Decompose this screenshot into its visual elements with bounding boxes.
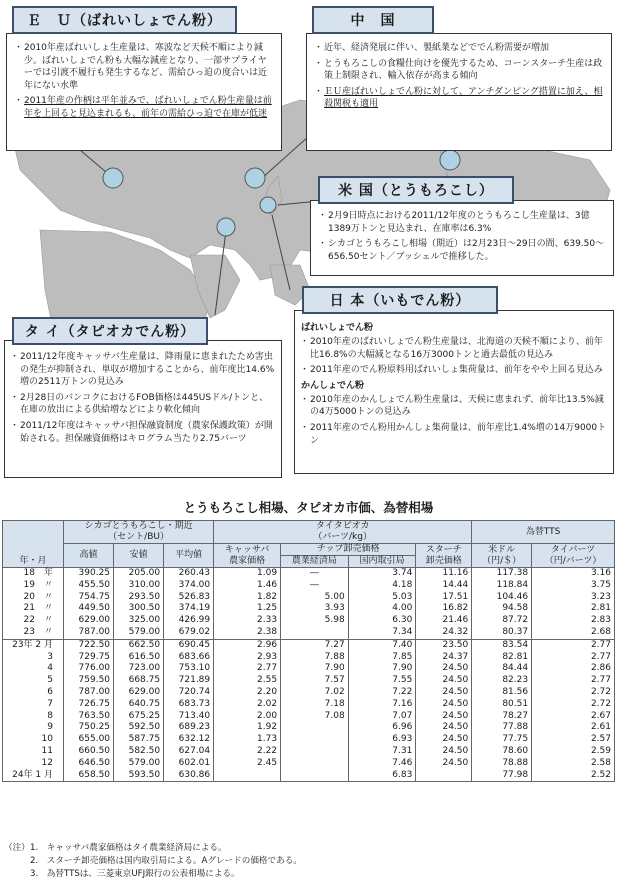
value-cell: 6.83 [348, 770, 416, 782]
value-cell: 2.38 [214, 627, 281, 639]
table-row [3, 627, 615, 639]
value-cell: 2.55 [214, 675, 281, 687]
value-cell [281, 722, 349, 734]
value-cell: 7.22 [348, 687, 416, 699]
starch-header: スターチ 卸売価格 [416, 544, 472, 568]
value-cell: 2.77 [532, 639, 615, 651]
value-cell [416, 770, 472, 782]
value-cell: 11.16 [416, 568, 472, 580]
value-cell: 24.50 [416, 758, 472, 770]
value-cell: 592.50 [114, 722, 164, 734]
value-cell: 579.00 [114, 758, 164, 770]
value-cell: 24.50 [416, 675, 472, 687]
value-cell: 7.34 [348, 627, 416, 639]
value-cell: 579.00 [114, 627, 164, 639]
usd-header: 米ドル （円/＄） [472, 544, 532, 568]
value-cell: 455.50 [64, 580, 114, 592]
japan-sweet-item: ・ 2010年産のかんしょでん粉生産量は、天候に恵まれず、前年比13.5%減の4万5000トンの見込み [301, 394, 607, 419]
value-cell: 7.18 [281, 699, 349, 711]
thb-header: タイバーツ （円/バーツ） [532, 544, 615, 568]
value-cell: 658.50 [64, 770, 114, 782]
value-cell: 118.84 [472, 580, 532, 592]
value-cell: 449.50 [64, 603, 114, 615]
value-cell: 426.99 [164, 615, 214, 627]
value-cell [281, 746, 349, 758]
value-cell: 3.23 [532, 592, 615, 604]
value-cell: 616.50 [114, 652, 164, 664]
japan-potato-item: ・ 2011年産のでん粉原料用ばれいしょ集荷量は、前年をやや上回る見込み [301, 364, 607, 377]
chicago-header: シカゴとうもろこし・期近 （セント/BU） [64, 521, 214, 544]
value-cell [281, 734, 349, 746]
value-cell: 668.75 [114, 675, 164, 687]
value-cell: 763.50 [64, 711, 114, 723]
period-cell: 6 [3, 687, 64, 699]
value-cell: 4.18 [348, 580, 416, 592]
value-cell: 683.73 [164, 699, 214, 711]
table-title: とうもろこし相場、タピオカ市価、為替相場 [183, 500, 434, 515]
japan-title: 日 本（いもでん粉） [302, 286, 498, 314]
value-cell: 2.96 [214, 639, 281, 651]
value-cell: 632.12 [164, 734, 214, 746]
table-row [3, 722, 615, 734]
period-cell: 5 [3, 675, 64, 687]
china-info-box [306, 33, 612, 151]
value-cell: 602.01 [164, 758, 214, 770]
period-cell: 23 〃 [3, 627, 64, 639]
value-cell: 5.00 [281, 592, 349, 604]
usa-info-box [310, 200, 614, 276]
value-cell: 6.30 [348, 615, 416, 627]
period-cell: 19 〃 [3, 580, 64, 592]
table-row [3, 711, 615, 723]
value-cell: 82.23 [472, 675, 532, 687]
china-title: 中 国 [312, 6, 434, 34]
value-cell: 1.46 [214, 580, 281, 592]
value-cell: 722.50 [64, 639, 114, 651]
value-cell: 1.73 [214, 734, 281, 746]
value-cell: 630.86 [164, 770, 214, 782]
value-cell: 640.75 [114, 699, 164, 711]
high-header: 高値 [64, 544, 114, 568]
table-row [3, 568, 615, 580]
value-cell: 24.50 [416, 711, 472, 723]
eu-item: ・ 2010年産ばれいしょ生産量は、寒波など天候不順により減少。ばれいしょでん粉も大幅な減産となり、一部サプライヤーでは引渡不履行も発生するなど、需給ひっ迫の度合いは近年にない水準 [15, 42, 274, 92]
thai-item: ・ 2月28日のバンコクにおけるFOB価格は445USドル/トンと、在庫の放出による供給増などにより軟化傾向 [11, 392, 275, 417]
value-cell [214, 770, 281, 782]
value-cell: 2.00 [214, 711, 281, 723]
low-header: 安値 [114, 544, 164, 568]
period-cell: 3 [3, 652, 64, 664]
value-cell: 24.50 [416, 734, 472, 746]
value-cell: 2.72 [532, 699, 615, 711]
value-cell: 21.46 [416, 615, 472, 627]
note-item: 2. スターチ卸売価格は国内取引局による。Aグレードの価格である。 [30, 856, 302, 866]
chip-domestic-header: 国内取引局 [348, 556, 416, 568]
value-cell: 627.04 [164, 746, 214, 758]
value-cell: 2.67 [532, 711, 615, 723]
value-cell: 2.77 [532, 675, 615, 687]
japan-potato-item: ・ 2010年産のばれいしょでん粉生産量は、北海道の天候不順により、前年比16.8%の大幅減となる16万3000トンと過去最低の見込み [301, 336, 607, 361]
value-cell: 7.08 [281, 711, 349, 723]
value-cell: 526.83 [164, 592, 214, 604]
japan-sweet-item: ・ 2011年産のでん粉用かんしょ集荷量は、前年産比1.4%増の14万9000トン [301, 422, 607, 447]
value-cell: 750.25 [64, 722, 114, 734]
value-cell: 776.00 [64, 663, 114, 675]
value-cell: 2.68 [532, 627, 615, 639]
eu-title: Ｅ Ｕ（ばれいしょでん粉） [12, 6, 237, 34]
value-cell: 7.55 [348, 675, 416, 687]
value-cell: 374.00 [164, 580, 214, 592]
value-cell: 720.74 [164, 687, 214, 699]
value-cell: ― [281, 580, 349, 592]
value-cell: 260.43 [164, 568, 214, 580]
value-cell: 205.00 [114, 568, 164, 580]
value-cell: 80.37 [472, 627, 532, 639]
value-cell: 3.93 [281, 603, 349, 615]
value-cell: 104.46 [472, 592, 532, 604]
value-cell [281, 770, 349, 782]
value-cell: 14.44 [416, 580, 472, 592]
period-cell: 24年 1 月 [3, 770, 64, 782]
value-cell: 662.50 [114, 639, 164, 651]
value-cell: 117.38 [472, 568, 532, 580]
value-cell: 723.00 [114, 663, 164, 675]
value-cell: 2.52 [532, 770, 615, 782]
value-cell: 2.33 [214, 615, 281, 627]
value-cell: 726.75 [64, 699, 114, 711]
value-cell: 713.40 [164, 711, 214, 723]
table-row [3, 734, 615, 746]
table-row [3, 758, 615, 770]
period-cell: 10 [3, 734, 64, 746]
japan-info-box [294, 310, 614, 474]
thai-info-box [4, 340, 282, 478]
value-cell: 7.07 [348, 711, 416, 723]
value-cell: 7.16 [348, 699, 416, 711]
value-cell: 3.16 [532, 568, 615, 580]
value-cell: 16.82 [416, 603, 472, 615]
value-cell: 629.00 [64, 615, 114, 627]
usa-item: ・ シカゴとうもろこし相場（期近）は2月23日～29日の間、639.50～656.50セント／ブッシェルで推移した。 [319, 238, 607, 263]
value-cell: 2.61 [532, 722, 615, 734]
eu-item: ・ 2011年産の作柄は平年並みで、ばれいしょでん粉生産量は前年を上回ると見込まれるも、前年の需給ひっ迫で在庫が低迷 [15, 95, 274, 120]
period-cell: 9 [3, 722, 64, 734]
value-cell: 24.50 [416, 687, 472, 699]
value-cell: 77.75 [472, 734, 532, 746]
value-cell: 24.50 [416, 722, 472, 734]
value-cell: 23.50 [416, 639, 472, 651]
value-cell: 24.32 [416, 627, 472, 639]
avg-header: 平均値 [164, 544, 214, 568]
value-cell: 7.90 [348, 663, 416, 675]
fx-header: 為替TTS [472, 521, 615, 544]
china-item: ・ 近年、経済発展に伴い、製紙業などででん粉需要が増加 [315, 42, 605, 55]
value-cell: 2.20 [214, 687, 281, 699]
table-row [3, 770, 615, 782]
period-cell: 12 [3, 758, 64, 770]
period-header: 年・月 [3, 521, 64, 568]
eu-info-box [6, 33, 282, 151]
value-cell: 374.19 [164, 603, 214, 615]
value-cell: 77.88 [472, 722, 532, 734]
china-item: ・ ＥＵ産ばれいしょでん粉に対して、アンチダンピング措置に加え、相殺関税も適用 [315, 86, 605, 111]
value-cell: 587.75 [114, 734, 164, 746]
period-cell: 7 [3, 699, 64, 711]
value-cell: 7.85 [348, 652, 416, 664]
value-cell: 593.50 [114, 770, 164, 782]
value-cell: 293.50 [114, 592, 164, 604]
period-cell: 21 〃 [3, 603, 64, 615]
table-row [3, 592, 615, 604]
japan-sweet-heading: かんしょでん粉 [301, 380, 365, 391]
value-cell: 1.82 [214, 592, 281, 604]
period-cell: 8 [3, 711, 64, 723]
value-cell: 94.58 [472, 603, 532, 615]
value-cell: 787.00 [64, 687, 114, 699]
value-cell: 7.40 [348, 639, 416, 651]
value-cell [281, 627, 349, 639]
value-cell: 5.03 [348, 592, 416, 604]
value-cell: 2.86 [532, 663, 615, 675]
table-row [3, 675, 615, 687]
period-cell: 22 〃 [3, 615, 64, 627]
thai-item: ・ 2011/12年度はキャッサバ担保融資制度（農家保護政策）が開始される。担保融資価格はキログラム当たり2.75バーツ [11, 420, 275, 445]
value-cell [281, 758, 349, 770]
value-cell: 2.59 [532, 746, 615, 758]
table-row [3, 603, 615, 615]
value-cell: 582.50 [114, 746, 164, 758]
table-notes [4, 842, 302, 881]
value-cell: 1.92 [214, 722, 281, 734]
note-item: 3. 為替TTSは、三菱東京UFJ銀行の公表相場による。 [30, 869, 240, 879]
value-cell: 1.09 [214, 568, 281, 580]
value-cell: 24.50 [416, 746, 472, 758]
table-row [3, 615, 615, 627]
value-cell: 655.00 [64, 734, 114, 746]
value-cell: 721.89 [164, 675, 214, 687]
value-cell: 24.37 [416, 652, 472, 664]
value-cell: 683.66 [164, 652, 214, 664]
value-cell: 81.56 [472, 687, 532, 699]
value-cell: 2.72 [532, 687, 615, 699]
notes-label: （注） [4, 843, 30, 853]
value-cell: 325.00 [114, 615, 164, 627]
value-cell: 83.54 [472, 639, 532, 651]
value-cell: 2.83 [532, 615, 615, 627]
value-cell: 3.75 [532, 580, 615, 592]
value-cell: 7.57 [281, 675, 349, 687]
value-cell: 2.45 [214, 758, 281, 770]
value-cell: 660.50 [64, 746, 114, 758]
value-cell: 690.45 [164, 639, 214, 651]
value-cell: 82.81 [472, 652, 532, 664]
value-cell: 78.60 [472, 746, 532, 758]
value-cell: 77.98 [472, 770, 532, 782]
table-row [3, 699, 615, 711]
value-cell: 2.77 [214, 663, 281, 675]
value-cell: 78.27 [472, 711, 532, 723]
value-cell: 2.02 [214, 699, 281, 711]
value-cell: 300.50 [114, 603, 164, 615]
table-row [3, 580, 615, 592]
value-cell: 3.74 [348, 568, 416, 580]
period-cell: 20 〃 [3, 592, 64, 604]
value-cell: 80.51 [472, 699, 532, 711]
table-row [3, 687, 615, 699]
tapioca-header: タイタピオカ （バーツ/kg） [214, 521, 472, 544]
japan-potato-heading: ばれいしょでん粉 [301, 323, 374, 333]
price-table [2, 520, 615, 782]
value-cell: 7.90 [281, 663, 349, 675]
value-cell: 729.75 [64, 652, 114, 664]
value-cell: 753.10 [164, 663, 214, 675]
usa-title: 米 国（とうもろこし） [318, 176, 514, 204]
value-cell: 5.98 [281, 615, 349, 627]
value-cell: 2.93 [214, 652, 281, 664]
value-cell: 7.31 [348, 746, 416, 758]
value-cell: 6.93 [348, 734, 416, 746]
thai-title: タ イ（タピオカでん粉） [12, 317, 208, 345]
value-cell: 2.22 [214, 746, 281, 758]
value-cell: 4.00 [348, 603, 416, 615]
cassava-header: キャッサバ 農家価格 [214, 544, 281, 568]
value-cell: 78.88 [472, 758, 532, 770]
value-cell: ― [281, 568, 349, 580]
thai-item: ・ 2011/12年度キャッサバ生産量は、降雨量に恵まれたため害虫の発生が抑制され、単収が増加することから、前年度比14.6%増の2511万トンの見込み [11, 351, 275, 389]
value-cell: 689.23 [164, 722, 214, 734]
table-row [3, 639, 615, 651]
value-cell: 754.75 [64, 592, 114, 604]
value-cell: 6.96 [348, 722, 416, 734]
value-cell: 310.00 [114, 580, 164, 592]
value-cell: 759.50 [64, 675, 114, 687]
value-cell: 84.44 [472, 663, 532, 675]
value-cell: 2.77 [532, 652, 615, 664]
chip-header: チップ卸売価格 [281, 544, 416, 556]
value-cell: 24.50 [416, 663, 472, 675]
value-cell: 87.72 [472, 615, 532, 627]
period-cell: 23年 2 月 [3, 639, 64, 651]
table-row [3, 652, 615, 664]
usa-item: ・ 2月9日時点における2011/12年度のとうもろこし生産量は、3億1389万トンと見込まれ、在庫率は6.3% [319, 210, 607, 235]
period-cell: 11 [3, 746, 64, 758]
table-row [3, 746, 615, 758]
value-cell: 1.25 [214, 603, 281, 615]
value-cell: 787.00 [64, 627, 114, 639]
value-cell: 7.27 [281, 639, 349, 651]
chip-farm-header: 農業経済局 [281, 556, 349, 568]
value-cell: 2.57 [532, 734, 615, 746]
china-item: ・ とうもろこしの食糧仕向けを優先するため、コーンスターチ生産は政策上制限され、輸入依存が高まる傾向 [315, 58, 605, 83]
value-cell: 7.88 [281, 652, 349, 664]
value-cell: 24.50 [416, 699, 472, 711]
table-row [3, 663, 615, 675]
value-cell: 7.02 [281, 687, 349, 699]
value-cell: 390.25 [64, 568, 114, 580]
value-cell: 17.51 [416, 592, 472, 604]
period-cell: 4 [3, 663, 64, 675]
period-cell: 18 年 [3, 568, 64, 580]
note-item: 1. キャッサバ農家価格はタイ農業経済局による。 [30, 843, 227, 853]
value-cell: 675.25 [114, 711, 164, 723]
value-cell: 2.81 [532, 603, 615, 615]
value-cell: 679.02 [164, 627, 214, 639]
value-cell: 646.50 [64, 758, 114, 770]
value-cell: 7.46 [348, 758, 416, 770]
value-cell: 2.58 [532, 758, 615, 770]
value-cell: 629.00 [114, 687, 164, 699]
